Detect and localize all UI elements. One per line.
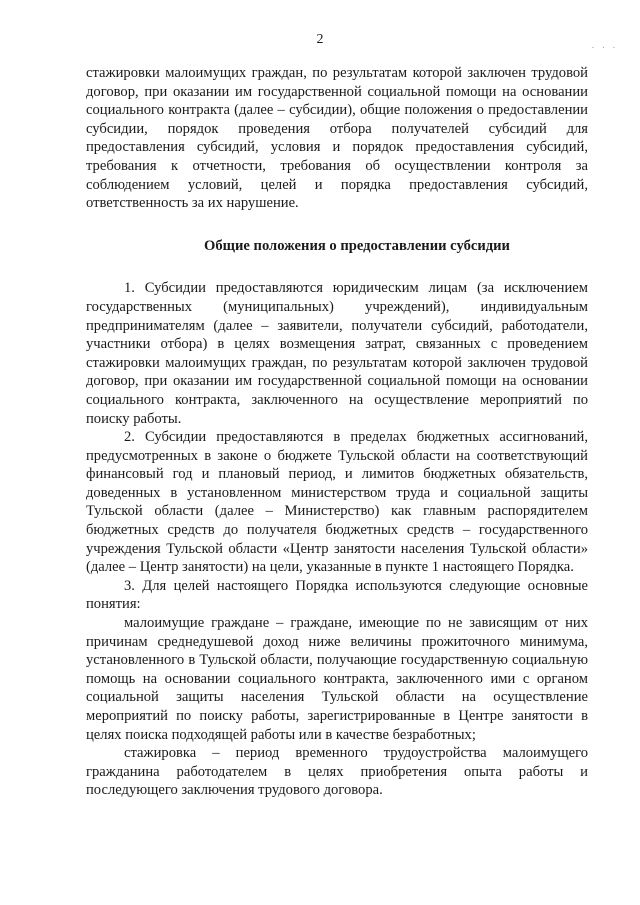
section-heading: Общие положения о предоставлении субсидии	[204, 237, 510, 254]
paragraph-3: 3. Для целей настоящего Порядка используются следующие основные понятия:	[86, 577, 588, 613]
scan-mark: . . .	[591, 40, 618, 50]
paragraph-2: 2. Субсидии предоставляются в пределах бюджетных ассигнований, предусмотренных в законе о бюджете Тульской области на соответствующий финансовый год и плановый период, и лимитов бюджетных обязательств, доведенных в установленном министерством труда и социальной защиты Тульской области (далее – Министерство) как главным распорядителем бюджетных средств до получателя бюджетных средств – государственного учреждения Тульской области «Центр занятости населения Тульской области» (далее – Центр занятости) на цели, указанные в пункте 1 настоящего Порядка.	[86, 429, 588, 576]
page-number: 2	[316, 32, 324, 47]
intro-paragraph: стажировки малоимущих граждан, по результатам которой заключен трудовой договор, при оказании им государственной социальной помощи на основании социального контракта (далее – субсидии), общие положения о предоставлении субсидии, порядок проведения отбора получателей субсидий для предоставления субсидий, условия и порядок предоставления субсидий, требования к отчетности, требования об осуществлении контроля за соблюдением условий, целей и порядка предоставления субсидий, ответственность за их нарушение.	[86, 65, 588, 212]
definition-low-income-citizens: малоимущие граждане – граждане, имеющие по не зависящим от них причинам среднедушевой доход ниже величины прожиточного минимума, установленного в Тульской области, получающие государственную социальную помощь на основании социального контракта, заключенного ими с органом социальной защиты населения Тульской области на осуществление мероприятий по поиску работы, зарегистрированные в Центре занятости в целях поиска подходящей работы или в качестве безработных;	[86, 615, 588, 743]
definition-internship: стажировка – период временного трудоустройства малоимущего гражданина работодателем в целях приобретения опыта работы и последующего заключения трудового договора.	[86, 745, 588, 799]
document-body	[86, 64, 588, 800]
paragraph-1: 1. Субсидии предоставляются юридическим лицам (за исключением государственных (муниципальных) учреждений), индивидуальным предпринимателям (далее – заявители, получатели субсидий, работодатели, участники отбора) в целях возмещения затрат, связанных с проведением стажировки малоимущих граждан, по результатам которой заключен трудовой договор, при оказании им государственной социальной помощи на основании социального контракта, заключенного на осуществление мероприятий по поиску работы.	[86, 280, 588, 427]
